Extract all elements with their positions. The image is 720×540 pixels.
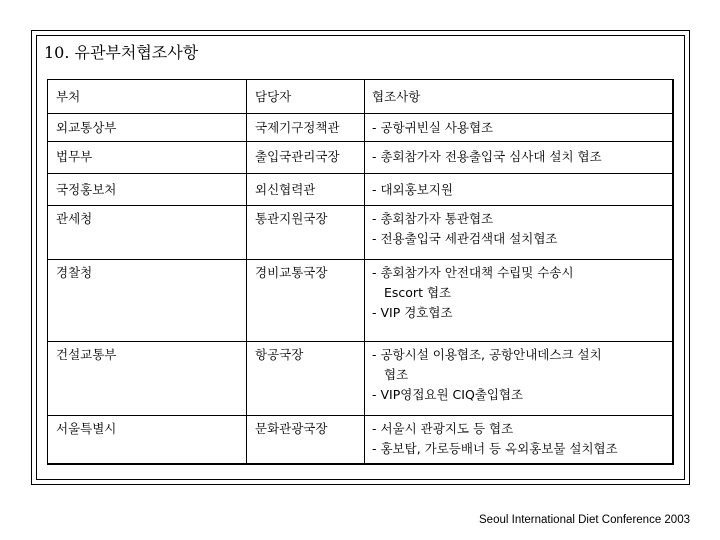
cell-items <box>365 206 672 259</box>
cooperation-table <box>47 79 674 465</box>
table-row <box>48 260 672 342</box>
item-line: - 총회참가자 전용출입국 심사대 설치 협조 <box>372 149 602 164</box>
table-row <box>48 342 672 416</box>
cell-officer: 문화관광국장 <box>247 416 365 464</box>
header-items: 협조사항 <box>372 89 421 104</box>
item-line: - 대외홍보지원 <box>372 182 453 197</box>
cell-items <box>365 416 672 464</box>
cell-ministry: 외교통상부 <box>48 114 247 141</box>
cell-officer: 항공국장 <box>247 342 365 415</box>
table-row <box>48 142 672 174</box>
item-line: - 서울시 관광지도 등 협조 <box>372 421 514 436</box>
cell-ministry: 경찰청 <box>48 260 247 341</box>
footer-conference-name: Seoul International Diet Conference 2003 <box>479 514 690 526</box>
cell-officer: 통관지원국장 <box>247 206 365 259</box>
header-ministry: 부처 <box>48 80 247 113</box>
item-line: - VIP영접요원 CIQ출입협조 <box>372 387 524 402</box>
cell-ministry: 국정홍보처 <box>48 174 247 205</box>
cell-officer: 외신협력관 <box>247 174 365 205</box>
cell-items <box>365 174 672 205</box>
cell-items <box>365 142 672 173</box>
page-title: 10. 유관부처협조사항 <box>44 43 199 62</box>
cell-ministry: 건설교통부 <box>48 342 247 415</box>
item-line: - 총회참가자 안전대책 수립및 수송시 <box>372 265 574 280</box>
cell-items <box>365 260 672 341</box>
cell-ministry: 법무부 <box>48 142 247 173</box>
item-line: - 공항귀빈실 사용협조 <box>372 120 494 135</box>
item-line: Escort 협조 <box>384 285 452 300</box>
cell-ministry: 서울특별시 <box>48 416 247 464</box>
item-line: - 홍보탑, 가로등배너 등 옥외홍보물 설치협조 <box>372 441 618 456</box>
cell-ministry: 관세청 <box>48 206 247 259</box>
cell-officer: 경비교통국장 <box>247 260 365 341</box>
item-line: - VIP 경호협조 <box>372 305 453 320</box>
table-row <box>48 174 672 206</box>
cell-officer: 출입국관리국장 <box>247 142 365 173</box>
cell-officer: 국제기구정책관 <box>247 114 365 141</box>
cell-items <box>365 114 672 141</box>
item-line: - 전용출입국 세관검색대 설치협조 <box>372 231 558 246</box>
cell-items <box>365 342 672 415</box>
table-header-row <box>48 80 672 114</box>
table-row <box>48 416 672 464</box>
table-row <box>48 206 672 260</box>
item-line: - 총회참가자 통관협조 <box>372 211 494 226</box>
header-officer: 담당자 <box>247 80 365 113</box>
table-row <box>48 114 672 142</box>
item-line: 협조 <box>384 367 409 382</box>
item-line: - 공항시설 이용협조, 공항안내데스크 설치 <box>372 347 602 362</box>
